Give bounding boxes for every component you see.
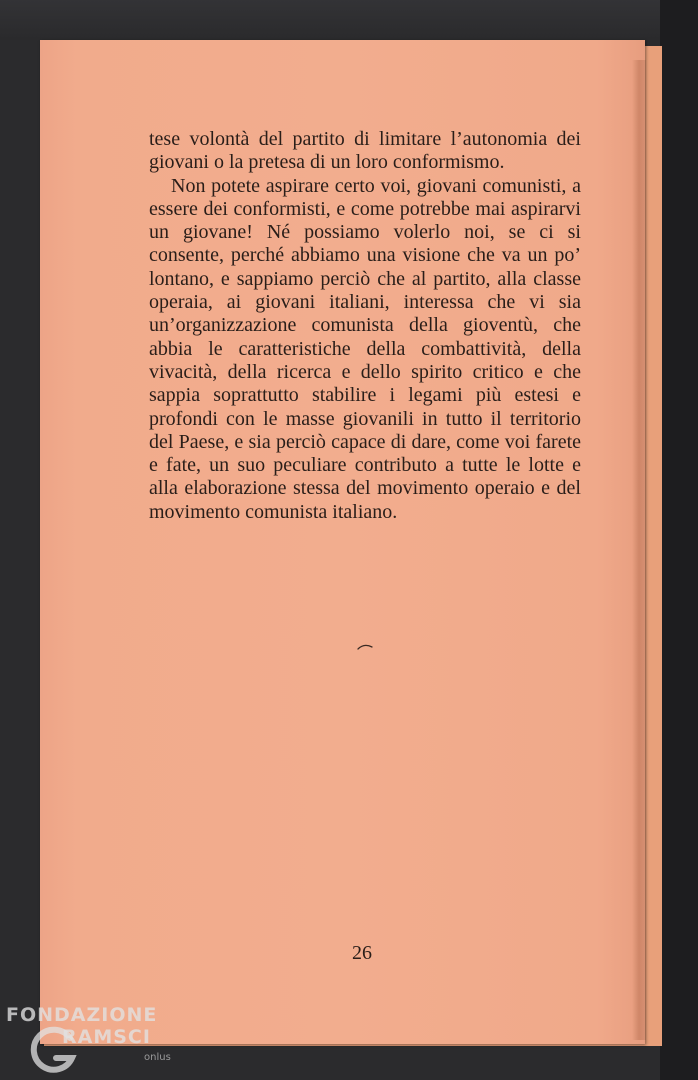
fondazione-gramsci-watermark — [2, 1002, 192, 1076]
pen-mark-icon — [356, 642, 376, 652]
body-text — [149, 128, 581, 524]
watermark-suffix: onlus — [144, 1052, 171, 1063]
paragraph-2: Non potete aspirare certo voi, giovani comunisti, a essere dei conformisti, e come potrebbe mai aspirarvi un giovane! Né possiamo volerlo noi, se ci si consente, perché abbiamo una visione che va un po’ lontano, e sappiamo perciò che al partito, alla classe operaia, ai giovani italiani, interessa che vi sia un’organizzazione comunista della gioventù, che abbia le caratteristiche della combattività, della vivacità, della ricerca e dello spirito critico e che sappia soprattutto stabilire i legami più estesi e profondi con le masse giovanili in tutto il territorio del Paese, e sia perciò capace di dare, come voi farete e fate, un suo peculiare contributo a tutte le lotte e alla elaborazione stessa del movimento operaio e del movimento comunista italiano. — [149, 174, 581, 523]
watermark-line-1: FONDAZIONE — [6, 1004, 158, 1026]
scan-backdrop-right — [660, 0, 698, 1080]
scan-backdrop-top — [0, 0, 698, 40]
watermark-line-2: RAMSCI — [62, 1026, 151, 1048]
paragraph-1: tese volontà del partito di limitare l’autonomia dei giovani o la pretesa di un loro conformismo. — [149, 128, 581, 174]
page-number: 26 — [352, 942, 372, 964]
page-fold-shadow — [632, 60, 646, 1040]
